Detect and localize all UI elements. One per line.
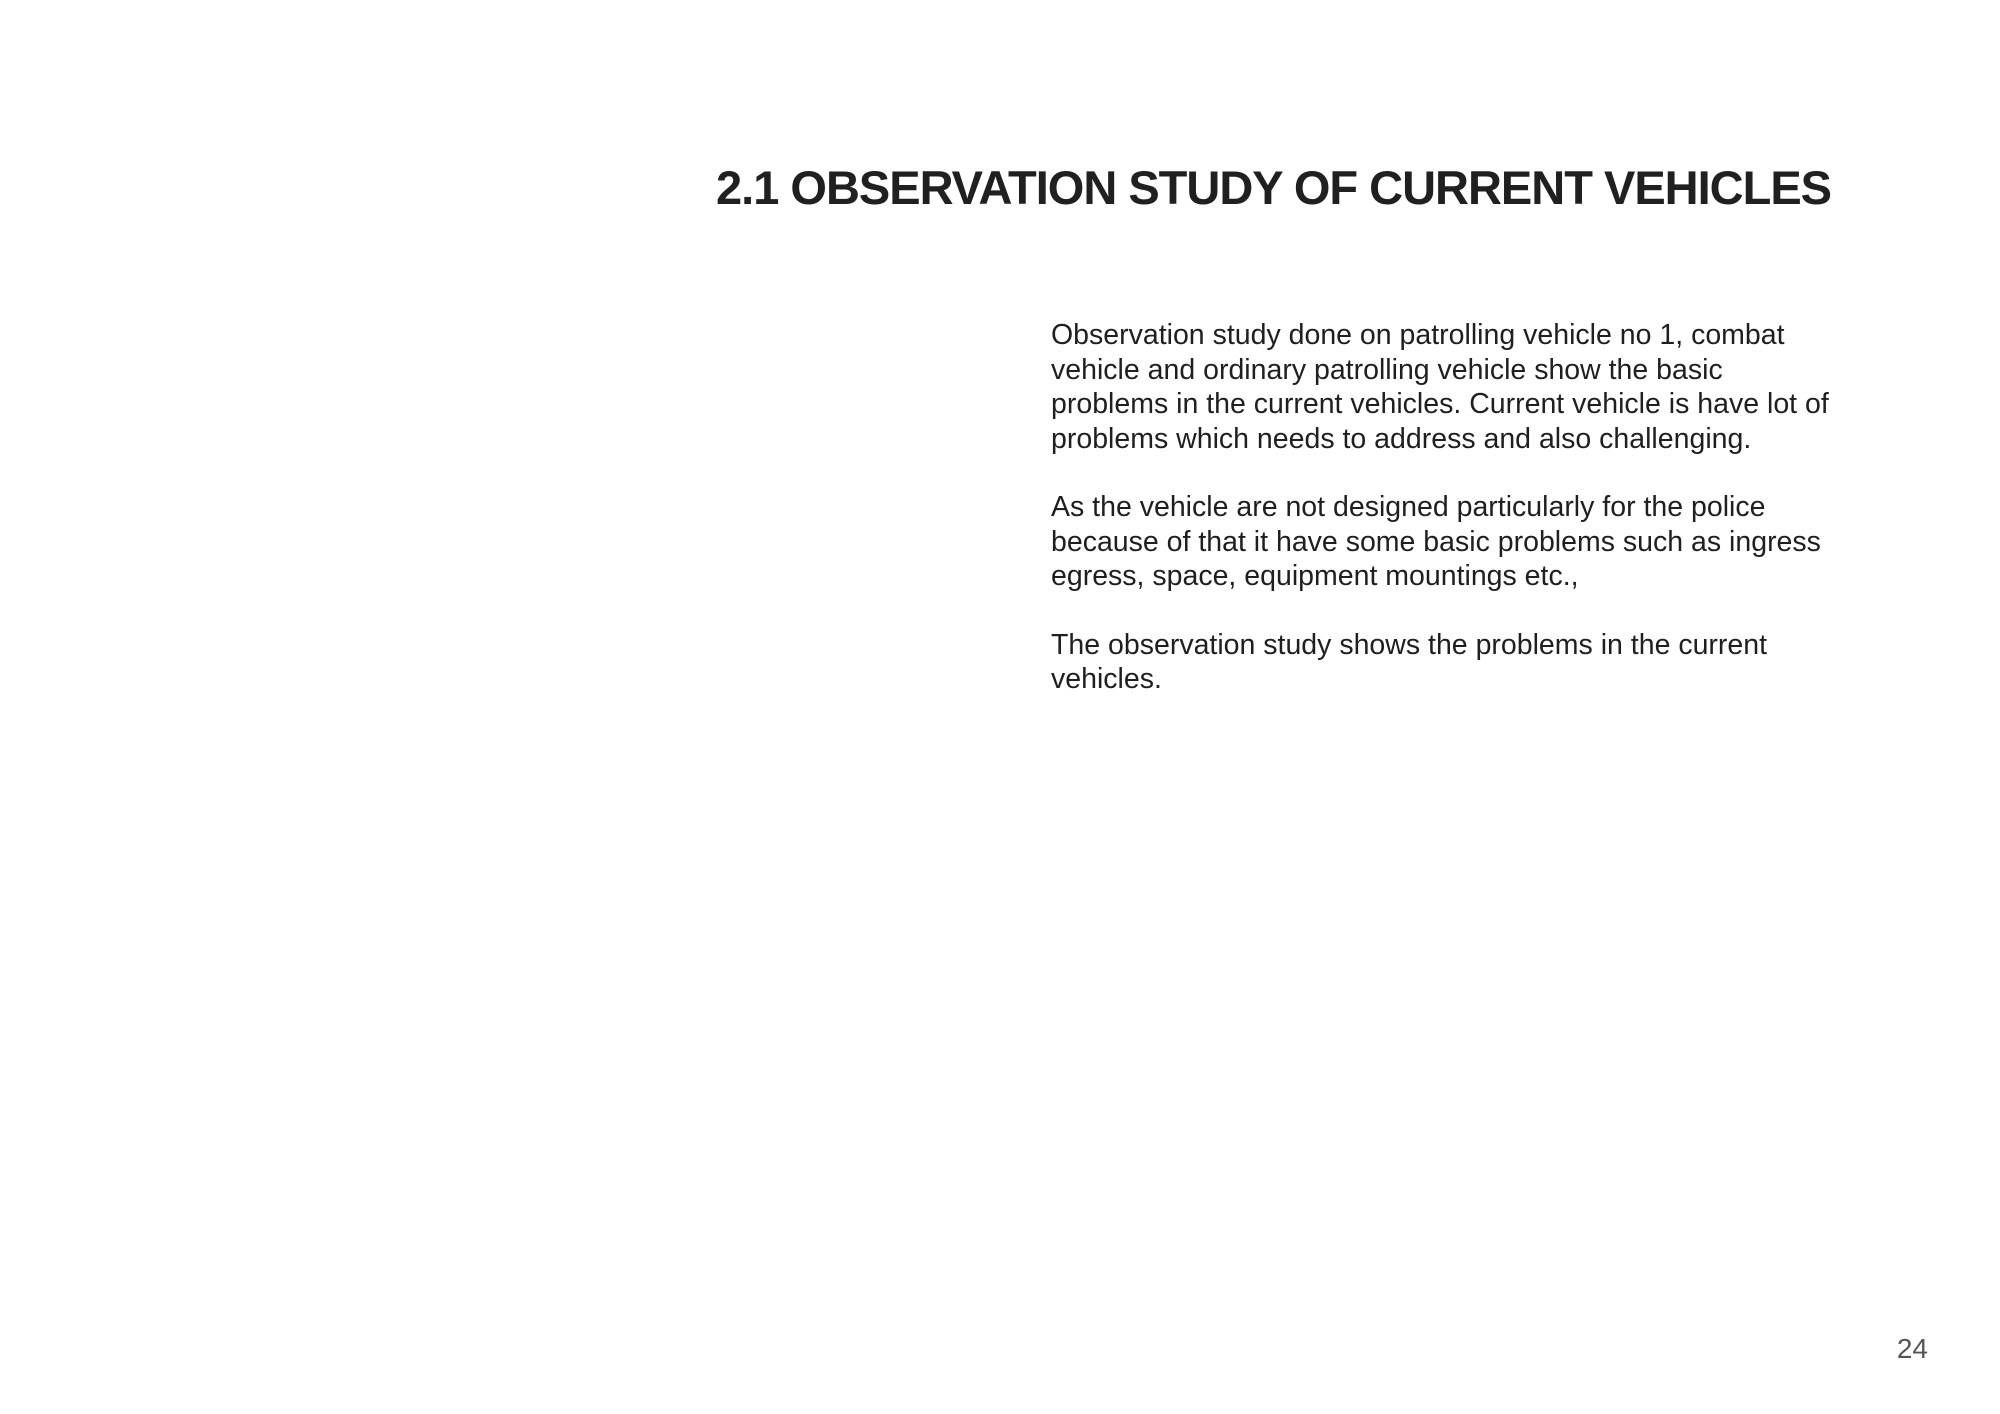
body-text (1051, 318, 1841, 731)
paragraph-vehicle-design-problems: As the vehicle are not designed particularly for the police because of that it have some basic problems such as ingress egress, space, equipment mountings etc., (1051, 491, 1821, 592)
page-number: 24 (1896, 1333, 1928, 1364)
paragraph-study-conclusion: The observation study shows the problems in the current vehicles. (1051, 628, 1768, 695)
paragraph-observation-study: Observation study done on patrolling vehicle no 1, combat vehicle and ordinary patrolling vehicle show the basic problems in the current vehicles. Current vehicle is have lot of problems which needs to address and also challenging. (1051, 319, 1829, 455)
page-title: 2.1 OBSERVATION STUDY OF CURRENT VEHICLES (716, 161, 1832, 214)
